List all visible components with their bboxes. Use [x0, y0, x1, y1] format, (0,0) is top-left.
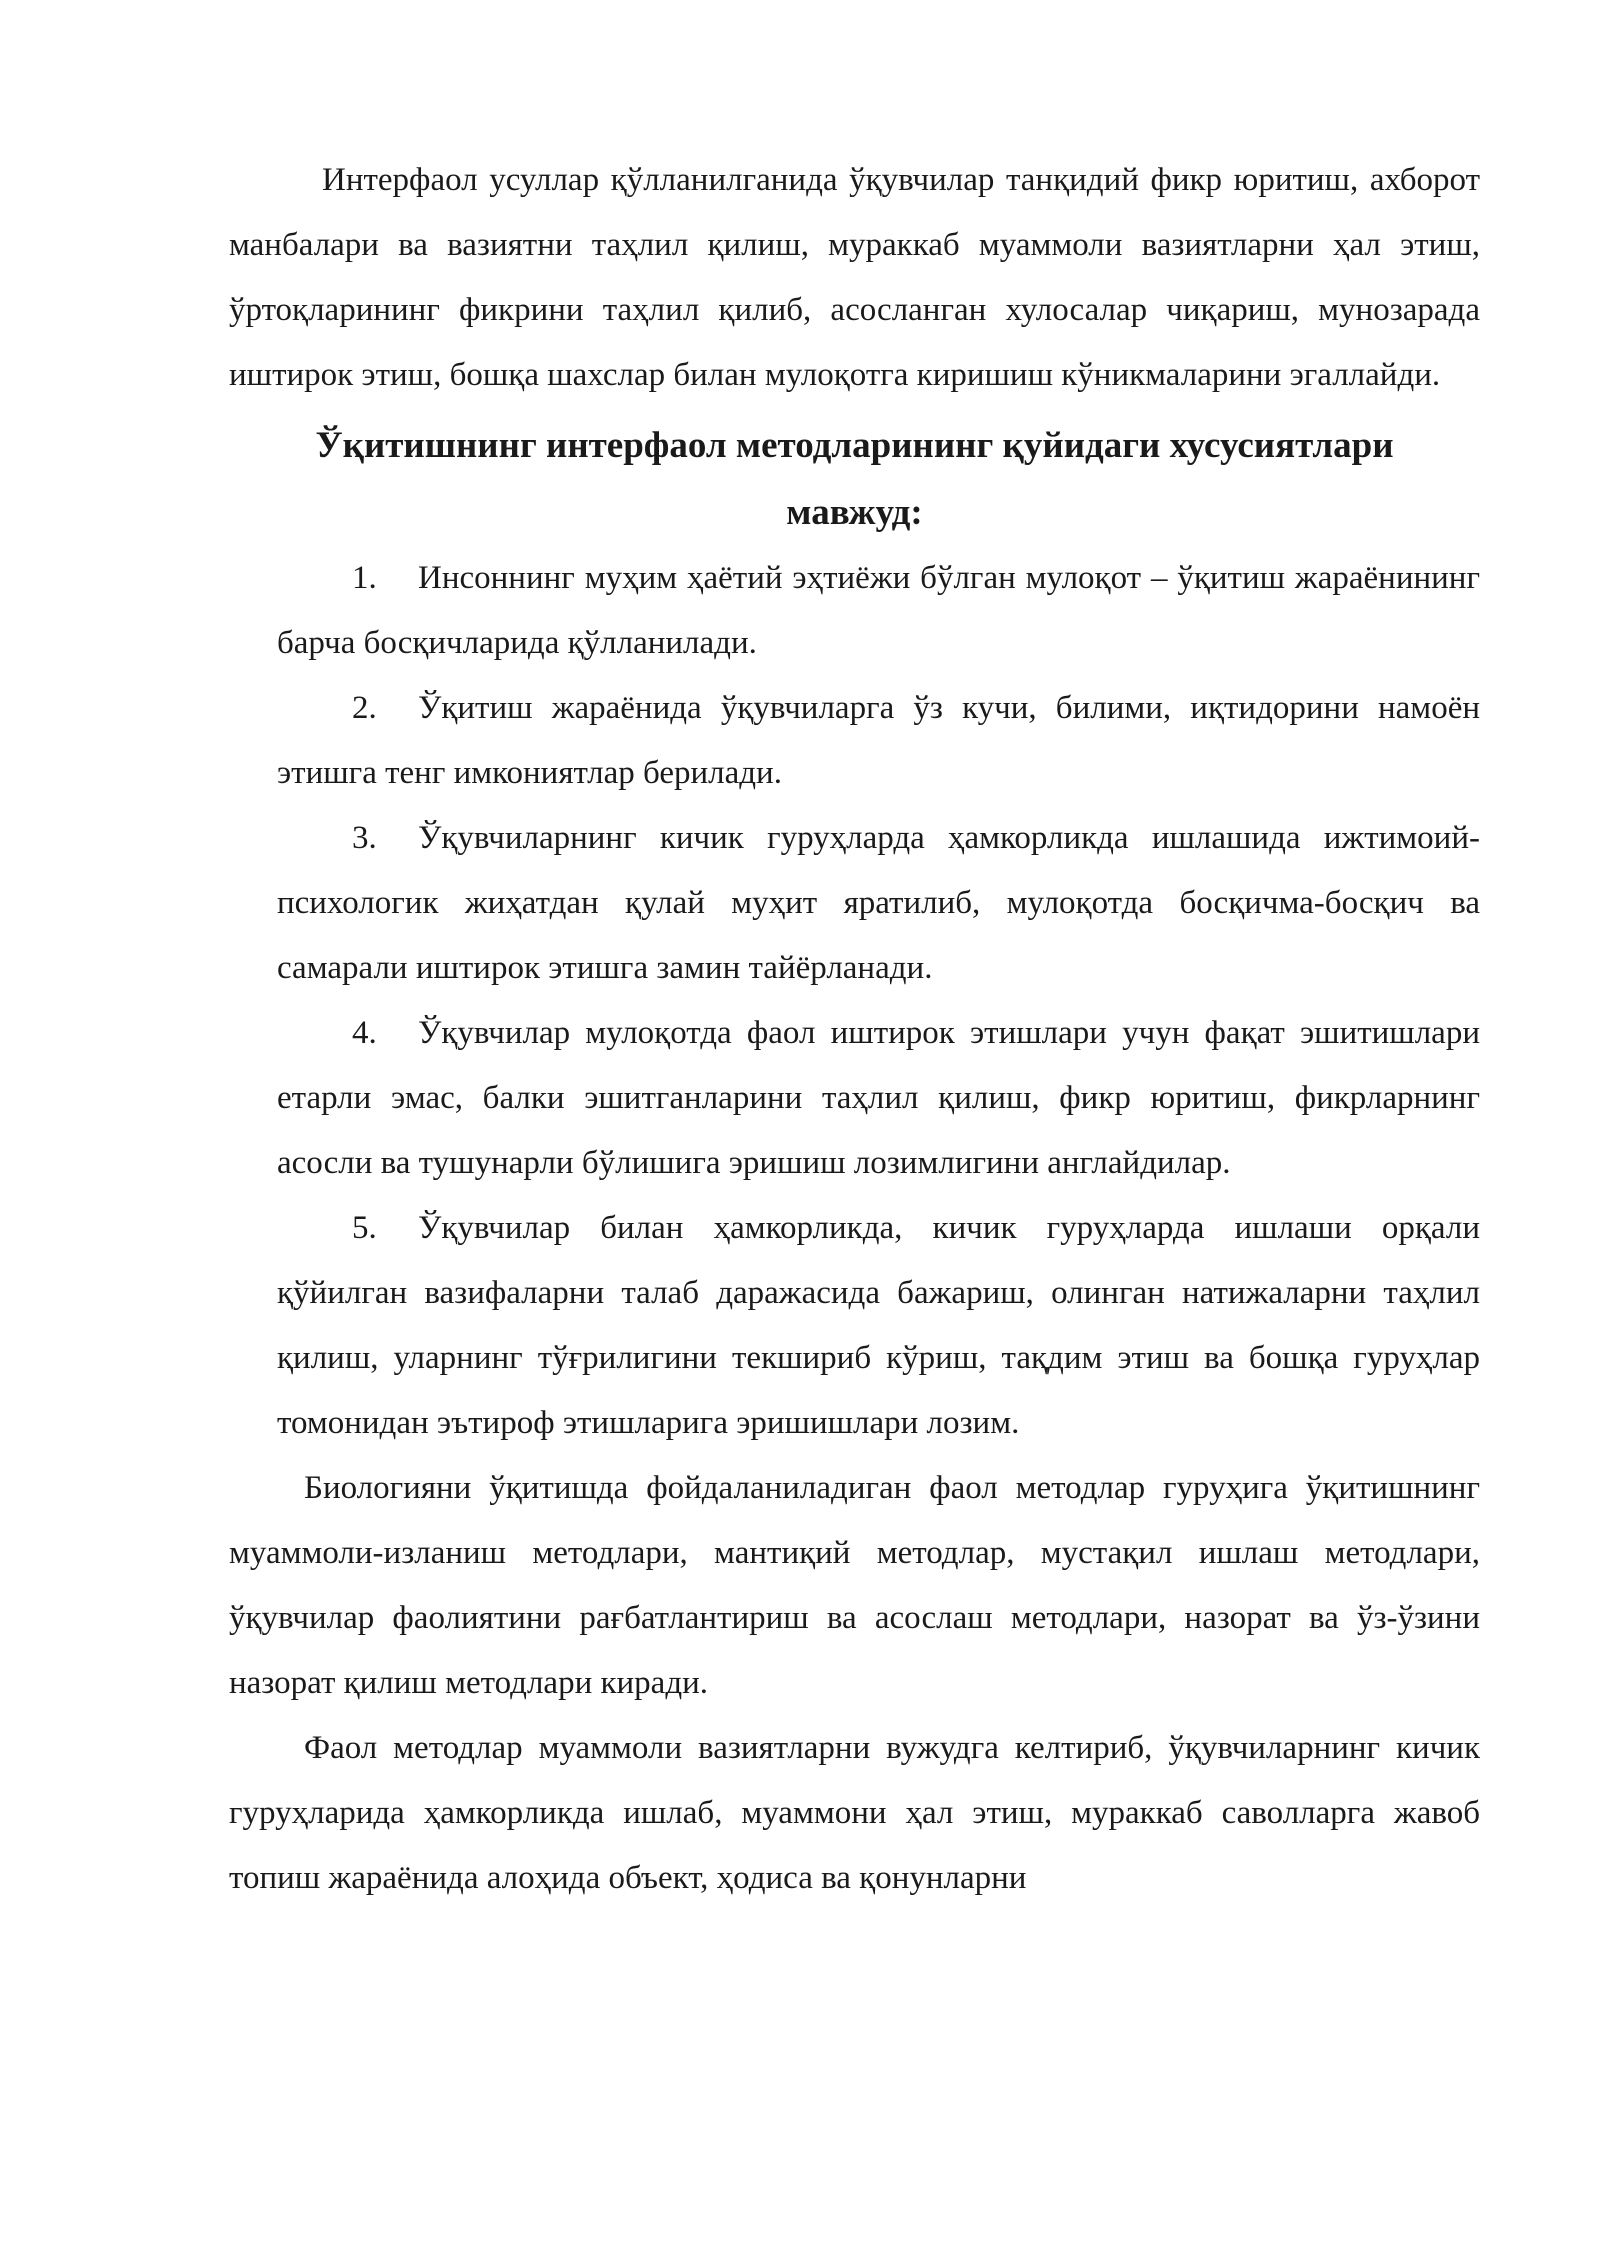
features-list [229, 546, 1480, 1456]
list-item-number: 4. [352, 1015, 377, 1051]
list-item [277, 546, 1480, 676]
list-item [277, 1196, 1480, 1456]
intro-paragraph: Интерфаол усуллар қўлланилганида ўқувчилар танқидий фикр юритиш, ахборот манбалари ва вазиятни таҳлил қилиш, мураккаб муаммоли вазиятларни ҳал этиш, ўртоқларининг фикрини таҳлил қилиб, асосланган хулосалар чиқариш, мунозарада иштирок этиш, бошқа шахслар билан мулоқотга киришиш кўникмаларини эгаллайди. [229, 162, 1480, 393]
list-item [277, 676, 1480, 806]
section-heading: Ўқитишнинг интерфаол методларининг қуйидаги хусусиятлари мавжуд: [315, 425, 1394, 533]
list-item-number: 2. [352, 690, 377, 726]
biology-methods-paragraph: Биологияни ўқитишда фойдаланиладиган фаол методлар гуруҳига ўқитишнинг муаммоли-изланиш методлари, мантиқий методлар, мустақил ишлаш методлари, ўқувчилар фаолиятини рағбатлантириш ва асослаш методлари, назорат ва ўз-ўзини назорат қилиш методлари киради. [229, 1470, 1480, 1701]
list-item-number: 1. [352, 560, 377, 596]
list-item-text: Ўқувчилар билан ҳамкорликда, кичик гуруҳларда ишлаши орқали қўйилган вазифаларни талаб даражасида бажариш, олинган натижаларни таҳлил қилиш, уларнинг тўғрилигини текшириб кўриш, тақдим этиш ва бошқа гуруҳлар томонидан эътироф этишларига эришишлари лозим. [277, 1210, 1480, 1441]
list-item-number: 5. [352, 1210, 377, 1246]
list-item [277, 1001, 1480, 1196]
list-item-text: Ўқитиш жараёнида ўқувчиларга ўз кучи, билими, иқтидорини намоён этишга тенг имкониятлар берилади. [277, 690, 1480, 791]
active-methods-paragraph: Фаол методлар муаммоли вазиятларни вужудга келтириб, ўқувчиларнинг кичик гуруҳларида ҳамкорликда ишлаб, муаммони ҳал этиш, мураккаб саволларга жавоб топиш жараёнида алоҳида объект, ҳодиса ва қонунларни [229, 1730, 1480, 1896]
document-page [229, 148, 1480, 1911]
list-item-text: Ўқувчиларнинг кичик гуруҳларда ҳамкорликда ишлашида ижтимоий-психологик жиҳатдан қулай муҳит яратилиб, мулоқотда босқичма-босқич ва самарали иштирок этишга замин тайёрланади. [277, 820, 1480, 986]
list-item-text: Инсоннинг муҳим ҳаётий эҳтиёжи бўлган мулоқот – ўқитиш жараёнининг барча босқичларида қўлланилади. [277, 560, 1480, 661]
list-item [277, 806, 1480, 1001]
list-item-number: 3. [352, 820, 377, 856]
list-item-text: Ўқувчилар мулоқотда фаол иштирок этишлари учун фақат эшитишлари етарли эмас, балки эшитганларини таҳлил қилиш, фикр юритиш, фикрларнинг асосли ва тушунарли бўлишига эришиш лозимлигини англайдилар. [277, 1015, 1480, 1181]
